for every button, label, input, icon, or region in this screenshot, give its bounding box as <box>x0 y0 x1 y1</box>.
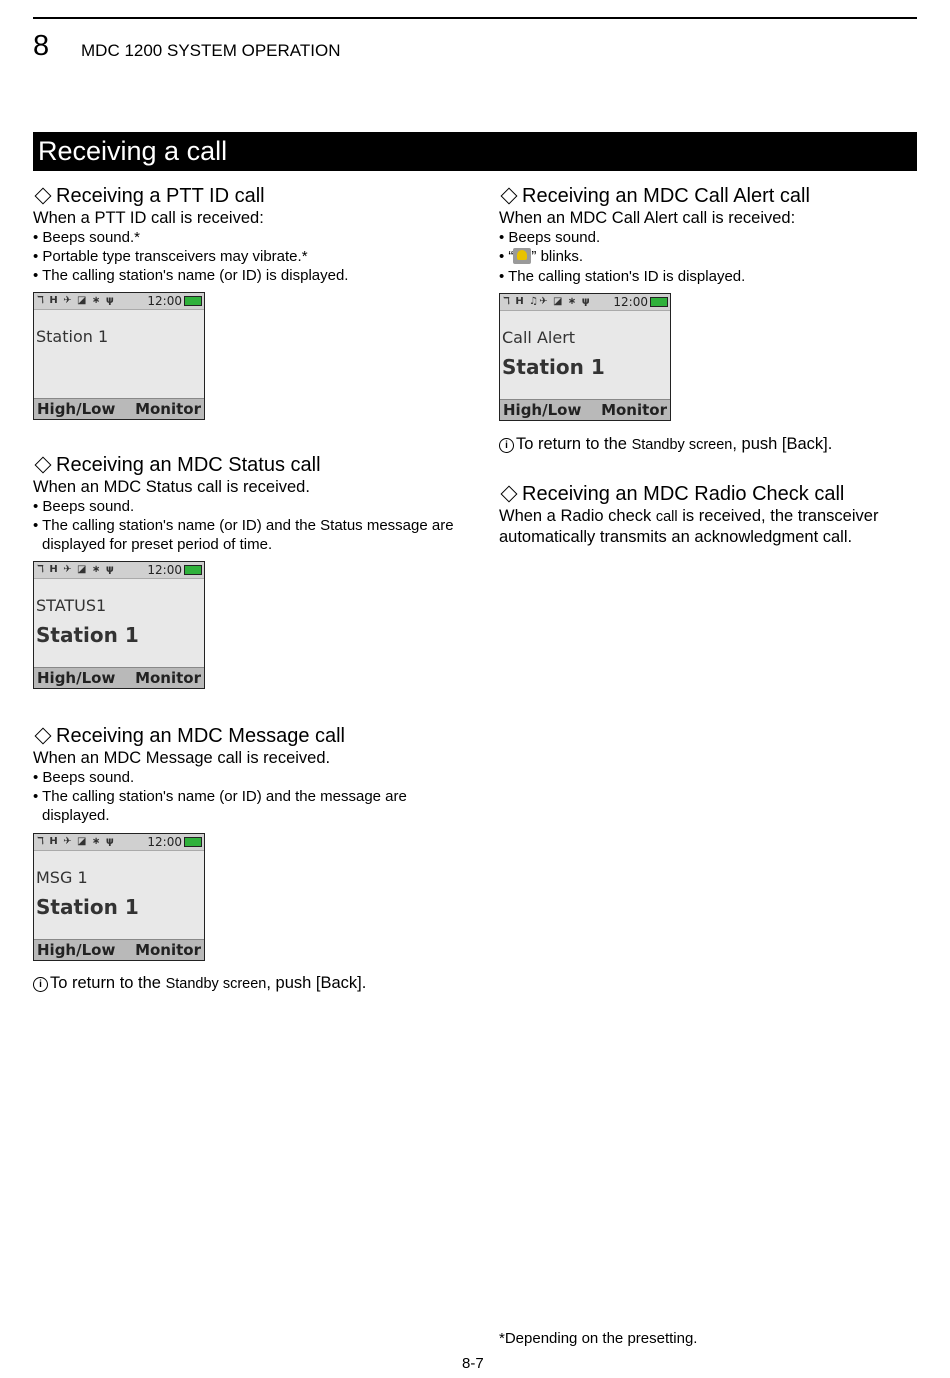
section-title: Receiving an MDC Call Alert call <box>499 184 917 208</box>
section-banner <box>33 132 917 171</box>
diamond-icon <box>35 456 52 473</box>
lcd-line-1: Station 1 <box>36 327 109 346</box>
info-icon: i <box>33 977 48 992</box>
bullet-list <box>33 768 443 825</box>
diamond-icon <box>501 485 518 502</box>
section-intro: When an MDC Call Alert call is received: <box>499 209 796 227</box>
section-title: Receiving a PTT ID call <box>33 184 473 208</box>
clock: 12:00 <box>613 295 648 309</box>
list-item: • Beeps sound. <box>499 229 601 246</box>
list-item: • Portable type transceivers may vibrate.* <box>33 248 308 265</box>
status-bar <box>500 294 670 311</box>
softkey-right: Monitor <box>135 941 201 959</box>
diamond-icon <box>35 727 52 744</box>
list-item: • Beeps sound. <box>33 498 135 515</box>
list-item: • “ ” blinks. <box>499 248 584 265</box>
lcd-screen-message <box>33 833 205 961</box>
status-icons: ℸ H ✈ ◪ ∗ ψ <box>37 295 115 306</box>
lcd-line-1: Call Alert <box>502 328 576 347</box>
chapter-title: MDC 1200 SYSTEM OPERATION <box>81 41 341 60</box>
section-ptt-id <box>33 184 473 285</box>
battery-icon <box>184 565 202 575</box>
list-item: • The calling station's name (or ID) and the message are displayed. <box>33 788 407 824</box>
softkey-right: Monitor <box>601 401 667 419</box>
diamond-icon <box>35 187 52 204</box>
return-note: i To return to the Standby screen, push [Back]. <box>33 973 366 994</box>
header-rule <box>33 17 917 19</box>
status-bar <box>34 293 204 310</box>
battery-icon <box>650 297 668 307</box>
section-title: Receiving an MDC Status call <box>33 453 458 477</box>
softkey-left: High/Low <box>37 669 116 687</box>
list-item: • Beeps sound.* <box>33 229 140 246</box>
softkey-bar <box>34 939 204 960</box>
section-intro: When an MDC Message call is received. <box>33 749 331 767</box>
lcd-line-2: Station 1 <box>502 355 605 379</box>
list-item: • The calling station's name (or ID) and the Status message are displayed for preset period of time. <box>33 517 454 553</box>
footnote: *Depending on the presetting. <box>499 1330 698 1347</box>
lcd-line-1: MSG 1 <box>36 868 88 887</box>
section-title: Receiving an MDC Radio Check call <box>499 482 917 506</box>
softkey-bar <box>500 399 670 420</box>
section-title: Receiving an MDC Message call <box>33 724 443 748</box>
section-intro: When a PTT ID call is received: <box>33 209 264 227</box>
bullet-list <box>33 228 473 285</box>
softkey-left: High/Low <box>503 401 582 419</box>
lcd-line-1: STATUS1 <box>36 596 107 615</box>
softkey-bar <box>34 667 204 688</box>
section-intro: When an MDC Status call is received. <box>33 478 310 496</box>
info-icon: i <box>499 438 514 453</box>
return-note: i To return to the Standby screen, push [Back]. <box>499 434 832 455</box>
diamond-icon <box>501 187 518 204</box>
bell-icon <box>513 248 531 264</box>
list-item: • The calling station's name (or ID) is displayed. <box>33 267 349 284</box>
battery-icon <box>184 296 202 306</box>
softkey-left: High/Low <box>37 400 116 418</box>
banner-title: Receiving a call <box>38 136 228 166</box>
lcd-screen-status <box>33 561 205 689</box>
softkey-bar <box>34 398 204 419</box>
status-icons: ℸ H ✈ ◪ ∗ ψ <box>37 836 115 847</box>
clock: 12:00 <box>147 835 182 849</box>
lcd-line-2: Station 1 <box>36 895 139 919</box>
status-icons: ℸ H ✈ ◪ ∗ ψ <box>37 564 115 575</box>
chapter-number: 8 <box>33 30 50 62</box>
clock: 12:00 <box>147 294 182 308</box>
list-item: • Beeps sound. <box>33 769 135 786</box>
softkey-right: Monitor <box>135 400 201 418</box>
status-bar <box>34 562 204 579</box>
bullet-list <box>499 228 917 286</box>
softkey-left: High/Low <box>37 941 116 959</box>
page-number: 8-7 <box>462 1355 484 1372</box>
section-mdc-status <box>33 453 458 554</box>
section-mdc-message <box>33 724 443 825</box>
lcd-screen-ptt <box>33 292 205 420</box>
status-bar <box>34 834 204 851</box>
section-body: When a Radio check call is received, the transceiver automatically transmits an acknowledgment call. <box>499 507 879 546</box>
status-icons: ℸ H ♫✈ ◪ ∗ ψ <box>503 296 591 307</box>
lcd-screen-alert <box>499 293 671 421</box>
section-mdc-call-alert <box>499 184 917 286</box>
section-mdc-radio-check <box>499 482 917 547</box>
softkey-right: Monitor <box>135 669 201 687</box>
battery-icon <box>184 837 202 847</box>
clock: 12:00 <box>147 563 182 577</box>
list-item: • The calling station's ID is displayed. <box>499 268 746 285</box>
lcd-line-2: Station 1 <box>36 623 139 647</box>
bullet-list <box>33 497 458 554</box>
